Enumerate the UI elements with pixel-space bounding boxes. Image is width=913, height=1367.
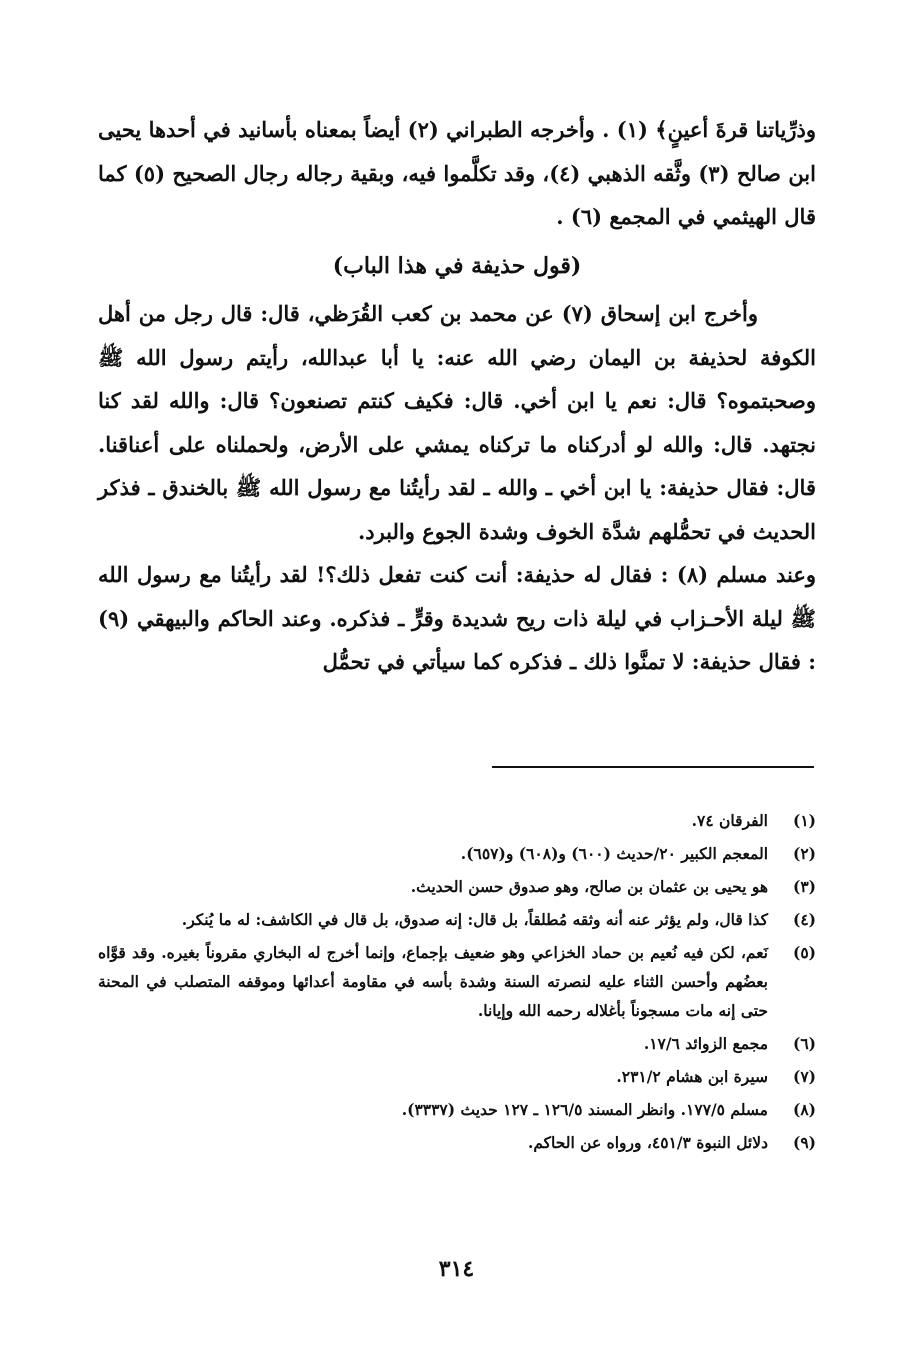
footnote-separator (492, 766, 814, 768)
footnote-item (98, 1062, 816, 1091)
footnote-item (98, 1128, 816, 1157)
footnote-number: (٦) (792, 1034, 816, 1053)
footnote-item (98, 872, 816, 901)
paragraph-2: وأخرج ابن إسحاق (٧) عن محمد بن كعب القُرَظي، قال: قال رجل من أهل الكوفة لحذيفة بن اليمان رضي الله عنه: يا أبا عبدالله، رأيتم رسول الله ﷺ وصحبتموه؟ قال: نعم يا ابن أخي. قال: فكيف كنتم تصنعون؟ قال: والله لقد كنا نجتهد. قال: والله لو أدركناه ما تركناه يمشي على الأرض، ولحملناه على أعناقنا. قال: فقال حذيفة: يا ابن أخي ـ والله ـ لقد رأيتُنا مع رسول الله ﷺ بالخندق ـ فذكر الحديث في تحمُّلهم شدَّة الخوف وشدة الجوع والبرد. (98, 301, 816, 544)
footnote-number: (٧) (792, 1067, 816, 1086)
main-text (98, 108, 816, 684)
footnote-item (98, 1029, 816, 1058)
footnote-number: (٣) (792, 877, 816, 896)
footnote-number: (٩) (792, 1133, 816, 1152)
footnote-item (98, 905, 816, 934)
footnote-number: (٥) (792, 943, 816, 962)
footnote-text: دلائل النبوة ٤٥١/٣، ورواه عن الحاكم. (527, 1133, 768, 1152)
footnote-number: (٤) (792, 910, 816, 929)
footnote-item (98, 1095, 816, 1124)
footnote-item (98, 938, 816, 1025)
section-heading: (قول حذيفة في هذا الباب) (332, 252, 582, 279)
footnote-text: كذا قال، ولم يؤثر عنه أنه وثقه مُطلقاً، بل قال: إنه صدوق، بل قال في الكاشف: له ما يُنكر. (181, 910, 768, 929)
footnote-text: الفرقان ٧٤. (691, 811, 768, 830)
footnote-item (98, 806, 816, 835)
page-number: ٣١٤ (438, 1256, 475, 1282)
footnote-item (98, 839, 816, 868)
paragraph-1: وذرِّياتنا قرةَ أعينٍ﴾ (١) . وأخرجه الطبراني (٢) أيضاً بمعناه بأسانيد في أحدها يحيى ابن صالح (٣) وثَّقه الذهبي (٤)، وقد تكلَّموا فيه، وبقية رجاله رجال الصحيح (٥) كما قال الهيثمي في المجمع (٦) . (98, 117, 817, 229)
footnote-number: (١) (792, 811, 816, 830)
footnote-number: (٨) (792, 1100, 816, 1119)
footnotes (98, 806, 816, 1161)
footnote-text: مجمع الزوائد ١٧/٦. (643, 1034, 768, 1053)
footnote-number: (٢) (792, 844, 816, 863)
footnote-text: مسلم ١٧٧/٥. وانظر المسند ١٢٦/٥ ـ ١٢٧ حديث (٣٣٣٧). (401, 1100, 768, 1119)
footnote-text: سيرة ابن هشام ٢٣١/٢. (616, 1067, 768, 1086)
paragraph-3: وعند مسلم (٨) : فقال له حذيفة: أنت كنت تفعل ذلك؟! لقد رأيتُنا مع رسول الله ﷺ ليلة الأحـزاب في ليلة ذات ريح شديدة وقرٍّ ـ فذكره. وعند الحاكم والبيهقي (٩) : فقال حذيفة: لا تمنَّوا ذلك ـ فذكره كما سيأتي في تحمُّل (98, 562, 816, 674)
footnote-text: نَعم، لكن فيه نُعيم بن حماد الخزاعي وهو ضعيف بإجماع، وإنما أخرج له البخاري مقروناً بغيره. وقد قوَّاه بعضُهم وأحسن الثناء عليه لنصرته السنة وشدة بأسه في مقاومة أعدائها وموقفه المتصلب في المحنة حتى إنه مات مسجوناً بأغلاله رحمه الله وإيانا. (98, 943, 768, 1020)
footnote-text: المعجم الكبير ٢٠/حديث (٦٠٠) و(٦٠٨) و(٦٥٧). (460, 844, 768, 863)
footnote-text: هو يحيى بن عثمان بن صالح، وهو صدوق حسن الحديث. (410, 877, 768, 896)
